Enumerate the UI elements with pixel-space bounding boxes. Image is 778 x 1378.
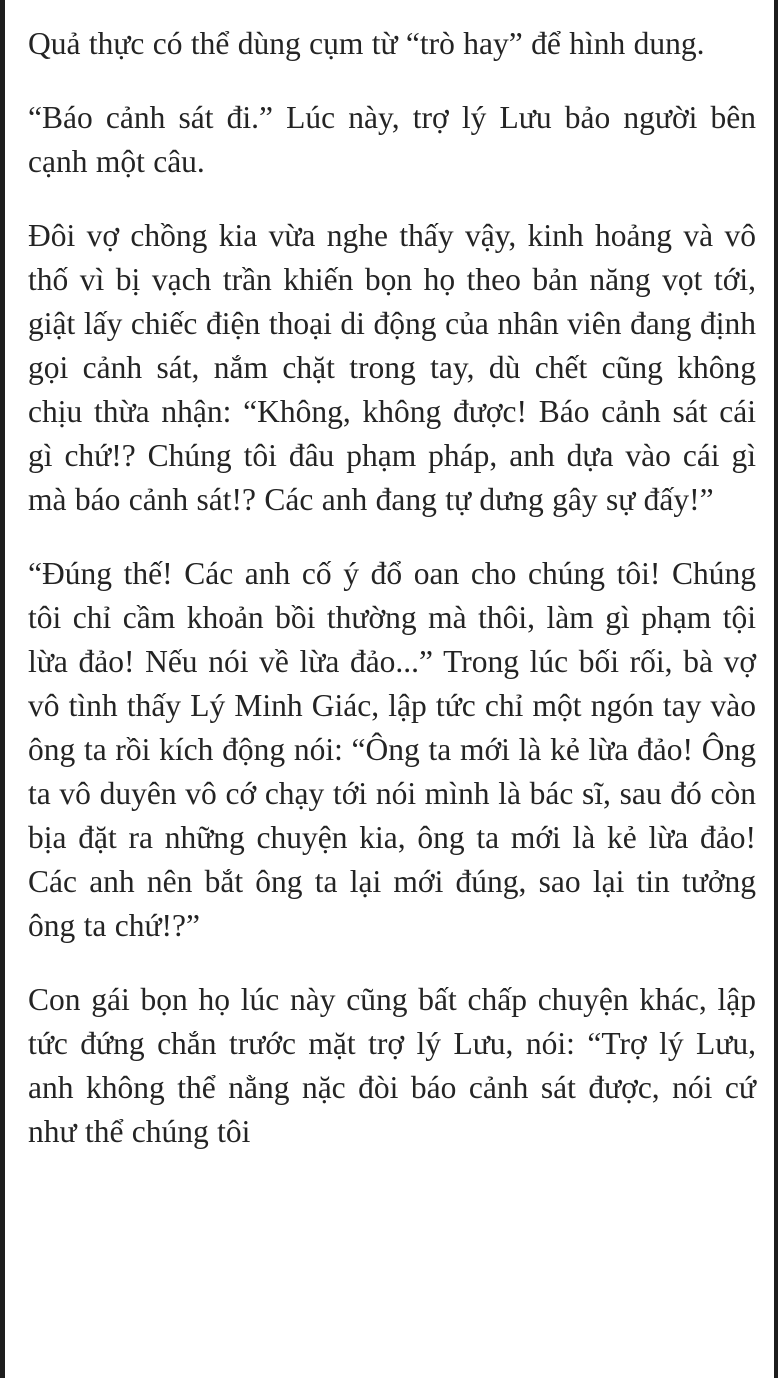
paragraph: “Báo cảnh sát đi.” Lúc này, trợ lý Lưu bảo người bên cạnh một câu. xyxy=(28,100,756,179)
paragraph: “Đúng thế! Các anh cố ý đổ oan cho chúng tôi! Chúng tôi chỉ cầm khoản bồi thường mà thôi, làm gì phạm tội lừa đảo! Nếu nói về lừa đảo...” Trong lúc bối rối, bà vợ vô tình thấy Lý Minh Giác, lập tức chỉ một ngón tay vào ông ta rồi kích động nói: “Ông ta mới là kẻ lừa đảo! Ông ta vô duyên vô cớ chạy tới nói mình là bác sĩ, sau đó còn bịa đặt ra những chuyện kia, ông ta mới là kẻ lừa đảo! Các anh nên bắt ông ta lại mới đúng, sao lại tin tưởng ông ta chứ!?” xyxy=(28,556,756,943)
paragraph: Con gái bọn họ lúc này cũng bất chấp chuyện khác, lập tức đứng chắn trước mặt trợ lý Lưu, nói: “Trợ lý Lưu, anh không thể nằng nặc đòi báo cảnh sát được, nói cứ như thể chúng tôi xyxy=(28,982,756,1149)
page-right-edge xyxy=(774,0,778,1378)
paragraph: Quả thực có thể dùng cụm từ “trò hay” để hình dung. xyxy=(28,26,705,61)
paragraph: Đôi vợ chồng kia vừa nghe thấy vậy, kinh hoảng và vô thố vì bị vạch trần khiến bọn họ theo bản năng vọt tới, giật lấy chiếc điện thoại di động của nhân viên đang định gọi cảnh sát, nắm chặt trong tay, dù chết cũng không chịu thừa nhận: “Không, không được! Báo cảnh sát cái gì chứ!? Chúng tôi đâu phạm pháp, anh dựa vào cái gì mà báo cảnh sát!? Các anh đang tự dưng gây sự đấy!” xyxy=(28,218,756,517)
page-left-edge xyxy=(0,0,5,1378)
reader-content xyxy=(28,22,756,1154)
